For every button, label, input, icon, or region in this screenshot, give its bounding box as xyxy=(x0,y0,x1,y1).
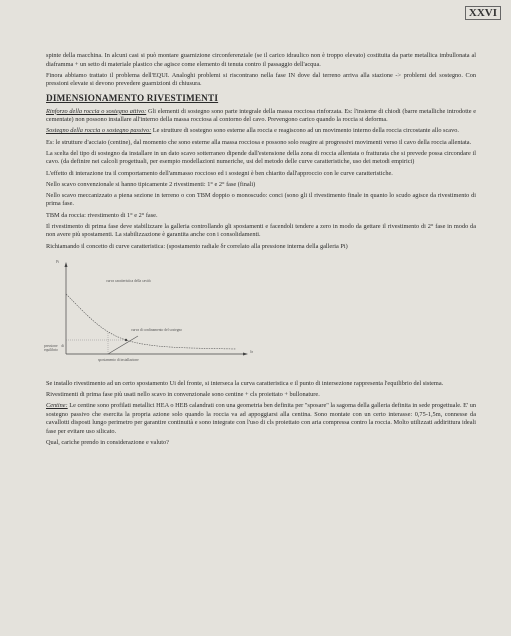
paragraph xyxy=(46,150,476,167)
paragraph-group-bottom xyxy=(46,380,476,448)
paragraph-text: Rivestimenti di prima fase più usati nello scavo in convenzionale sono centine + cls proiettato + bullonature. xyxy=(46,391,320,398)
paragraph-text: Nello scavo convenzionale si hanno tipicamente 2 rivestimenti: 1° e 2° fase (finali) xyxy=(46,180,256,188)
page-content xyxy=(46,52,476,450)
paragraph xyxy=(46,223,476,240)
paragraph xyxy=(46,439,476,448)
paragraph-text: La scelta del tipo di sostegno da installare in un dato scavo sotterraneo dipende dall'estensione della zona di roccia allentata o fratturata che si prevede possa circondare il cavo. (da definire nei calcoli progettuali, per esempio modellazioni numeriche, usi del metodo delle curve caratteristiche, uso dei metodi empirici) xyxy=(46,149,476,166)
paragraph-group-mid xyxy=(46,108,476,252)
paragraph xyxy=(46,380,476,389)
page-number: XXVI xyxy=(465,6,501,20)
characteristic-curve-figure xyxy=(46,254,276,374)
paragraph-text: Qual, cariche prendo in considerazione e valuto? xyxy=(46,439,169,447)
paragraph xyxy=(46,243,476,252)
paragraph-text: Gli elementi di sostegno sono parte integrale della massa rocciosa rinforzata. Es: l'insieme di chiodi (barre metalliche introdotte e cementate) non possono installare all'interno della massa rocciosa al contorno del cavo. Prevengono carico quando la roccia si deforma. xyxy=(46,107,476,124)
paragraph xyxy=(46,192,476,209)
paragraph: Finora abbiamo trattato il problema dell'EQUI. Analoghi problemi si riscontrano nella fase IN dove dal terreno arriva alla stazione -> problemi del sostegno. Con pressioni elevate si devono prevedere guarnizioni di chiusura. xyxy=(46,71,476,88)
paragraph xyxy=(46,127,476,136)
y-axis-label: Pi xyxy=(56,259,59,264)
paragraph: spinte della macchina. In alcuni casi si può montare guarnizione circonferenziale (se il carico idraulico non è troppo elevato) costituita da parte metallica imbullonata al diaframma + un setto di materiale plastico che agisce come elemento di tenuta contro il passaggio dell'acqua. xyxy=(46,52,476,68)
paragraph-text: Le strutture di sostegno sono esterne alla roccia e reagiscono ad un movimento interno della roccia circostante allo scavo. xyxy=(151,127,459,135)
ground-reaction-curve xyxy=(66,294,236,349)
paragraph-text: Le centine sono profilati metallici HEA o HEB calandrati con una geometria ben definita per "sposare" la sagoma della galleria definita in sede progettuale. E' un sostegno passivo che esercita la propria azione solo quando la roccia va ad appoggiarsi alla centina. Sono montate con un certo interasse: 0,75-1,5m, connesse da cavallotti disposti lungo perimetro per garantire continuità e sono integrate con l'uso di cls proiettato con aria compressa contro la roccia. Molto utilizzati addirittura ideali fase per evitare uso silicato. xyxy=(46,402,476,435)
x-axis-arrow xyxy=(243,352,248,355)
paragraph-text: Richiamando il concetto di curve caratteristica: (spostamento radiale δr correlato alla pressione interna della galleria Pi) xyxy=(46,242,348,250)
equilibrium-point xyxy=(125,339,127,341)
paragraph-text: Nello scavo meccanizzato a piena sezione in terreno o con TBM doppio o monoscudo: conci (sono gli il rivestimento finale in quanto lo scudo agisce da rivestimento di prima fase. xyxy=(46,191,476,208)
paragraph xyxy=(46,212,476,221)
paragraph-text: Es: le strutture d'acciaio (centine), dal momento che sono esterne alla massa rocciosa e possono solo reagire ai progressivi movimenti verso il cavo della roccia allentata. xyxy=(46,138,472,146)
paragraph-lead: Centine: xyxy=(46,402,68,410)
section-heading: DIMENSIONAMENTO RIVESTIMENTI xyxy=(46,92,219,103)
paragraph xyxy=(46,170,476,179)
paragraph-lead: Sostegno della roccia o sostegno passivo: xyxy=(46,127,152,135)
x-axis-label: δr xyxy=(250,349,253,354)
support-label: curva di confinamento del sostegno xyxy=(131,327,183,332)
paragraph xyxy=(46,402,476,436)
paragraph xyxy=(46,181,476,190)
paragraph-text: Se installo rivestimento ad un certo spostamento Ui del fronte, si interseca la curva caratteristica e il punto di intersezione rappresenta l'equilibrio del sistema. xyxy=(46,379,444,387)
paragraph-text: L'effetto di interazione tra il comportamento dell'ammasso roccioso ed i sostegni è ben chiarito dall'approccio con le curve caratteristiche. xyxy=(46,169,393,177)
installation-label: spostamento di installazione xyxy=(98,357,139,362)
paragraph-lead: Rinforzo della roccia o sostegno attivo: xyxy=(46,107,147,115)
curve-label: curva caratteristica della cavità xyxy=(106,278,151,283)
paragraph xyxy=(46,108,476,125)
paragraph-text: TBM da roccia: rivestimento di 1° e 2° fase. xyxy=(46,211,158,219)
paragraph xyxy=(46,139,476,148)
paragraph-text: Il rivestimento di prima fase deve stabilizzare la galleria controllando gli spostamenti e facendoli tendere a zero in modo da gettare il rivestimento di 2° fase in modo da non avere più spostamenti. La stabilizzazione è garantita anche con i consolidamenti. xyxy=(46,222,476,239)
y-axis-arrow xyxy=(65,262,68,267)
paragraph xyxy=(46,391,476,400)
curve-diagram xyxy=(46,254,276,374)
equilibrium-label: pressione di equilibrio xyxy=(44,343,64,352)
